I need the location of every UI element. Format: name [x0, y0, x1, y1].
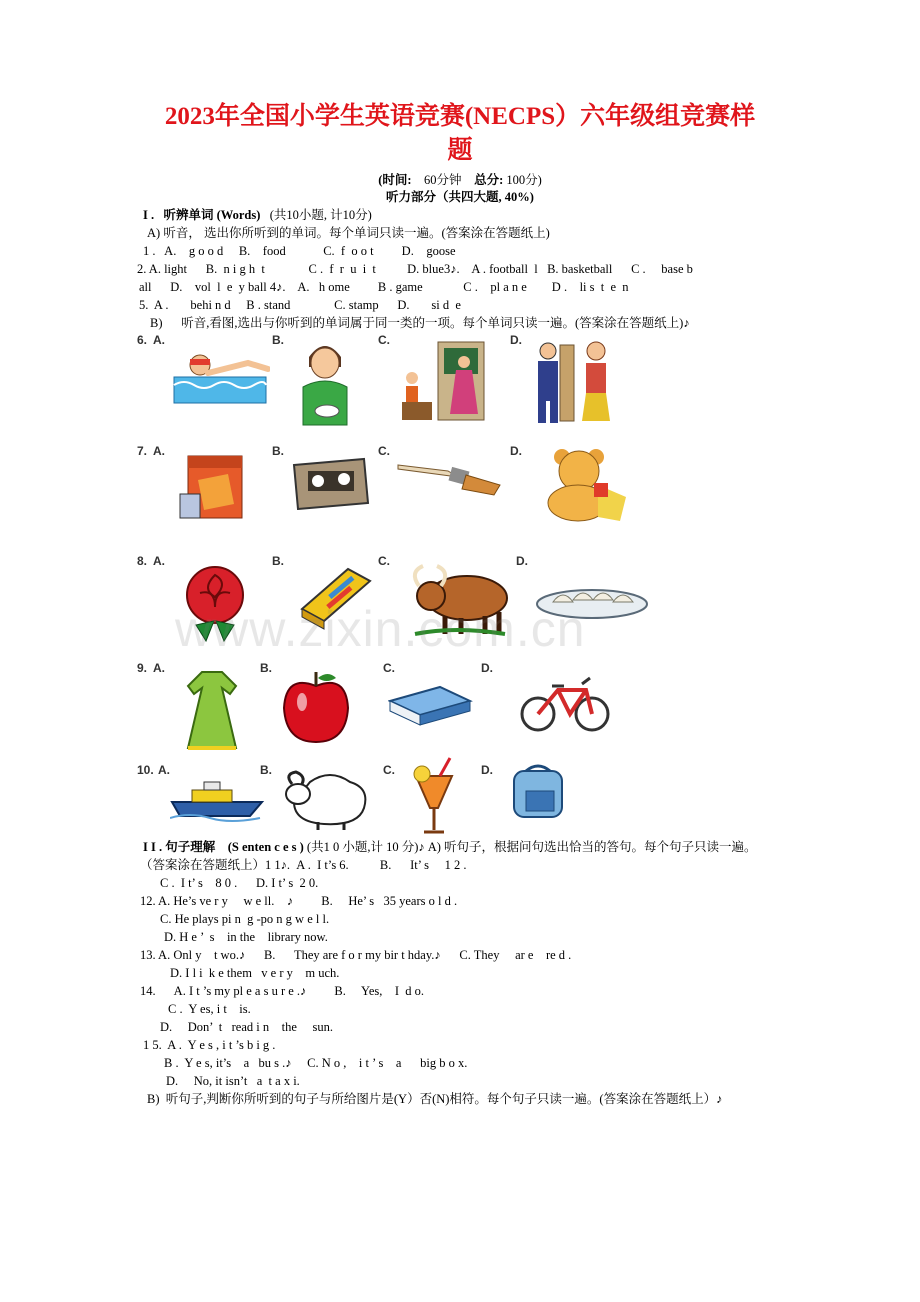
question-line: 1 . A. g o o d B. food C. f o o t D. goose [143, 244, 456, 258]
listening-header: 听力部分（共四大题, 40%) [386, 190, 534, 204]
shopping-picture [530, 335, 615, 425]
section2-heading [143, 839, 757, 855]
book-picture [388, 683, 473, 728]
option-label: C. [378, 554, 390, 568]
question-line: C . I t’ s 8 0 . D. I t’ s 2 0. [160, 876, 319, 890]
section2-title: 句子理解 [165, 840, 216, 854]
swimmer-picture [170, 345, 270, 407]
page-title: 2023年全国小学生英语竞赛(NECPS）六年级组竞赛样 [164, 103, 756, 130]
question-line: 2. A. light B. n i g h t C . f r u i t D. blue3♪. A . football l B. basketball C . base b [137, 262, 693, 276]
section2-title-en: (S enten c e s ) [227, 840, 304, 854]
ship-picture [170, 780, 265, 822]
option-label: A. [153, 661, 165, 675]
question-line: （答案涂在答题纸上）1 1♪. A . I t’s 6. B. It’ s 1 2 . [140, 858, 467, 872]
question-line: 14. A. I t ’s my pl e a s u r e .♪ B. Yes, I d o. [140, 984, 425, 998]
picture-question-number: 9. [137, 661, 148, 675]
cassette-tape-picture [290, 455, 370, 510]
question-line: C. He plays pi n g -po n g w e l l. [160, 912, 330, 926]
option-label: A. [158, 763, 170, 777]
question-line: D. I l i k e them v e r y m uch. [170, 966, 340, 980]
question-line: C . Y es, i t is. [168, 1002, 251, 1016]
section2-part-b: B) 听句子,判断你所听到的句子与所给图片是(Y）否(N)相符。每个句子只读一遍。(答案涂在答题纸上）♪ [147, 1092, 723, 1106]
option-label: C. [378, 444, 390, 458]
question-line: D. No, it isn’t a t a x i. [166, 1074, 300, 1088]
section1-heading [143, 207, 372, 223]
option-label: D. [481, 763, 493, 777]
option-label: B. [260, 763, 272, 777]
sheep-picture [282, 770, 372, 832]
option-label: A. [153, 333, 165, 347]
option-label: B. [272, 444, 284, 458]
option-label: C. [383, 661, 395, 675]
picture-question-number: 6. [137, 333, 148, 347]
dress-picture [180, 668, 244, 754]
time-value: 60分钟 [424, 173, 462, 187]
page-title-continued: 题 [447, 137, 473, 164]
question-line: D. Don’ t read i n the sun. [160, 1020, 334, 1034]
washing-machine-picture [178, 450, 246, 522]
picture-question-number: 8. [137, 554, 148, 568]
option-label: D. [510, 333, 522, 347]
option-label: A. [153, 554, 165, 568]
boy-eating-picture [295, 335, 355, 427]
juice-glass-picture [410, 756, 460, 838]
question-line: 1 5. A . Y e s , i t ’s b i g . [143, 1038, 276, 1052]
option-label: B. [260, 661, 272, 675]
section2-number: I I . [143, 840, 163, 854]
apple-picture [280, 668, 352, 744]
watermark: www.zixin.com.cn [175, 601, 586, 657]
score-label: 总分: [474, 173, 504, 187]
section1-number: I . [143, 208, 155, 222]
schoolbag-picture [508, 763, 570, 825]
option-label: D. [481, 661, 493, 675]
paint-brush-picture [396, 455, 506, 497]
option-label: D. [510, 444, 522, 458]
picture-question-number: 10. [137, 763, 154, 777]
section1-part-a: A) 听音， 选出你所听到的单词。每个单词只读一遍。(答案涂在答题纸上) [147, 226, 550, 240]
section1-note: (共10小题, 计10分) [269, 208, 372, 222]
option-label: B. [272, 554, 284, 568]
question-line: 12. A. He’s ve r y w e ll. ♪ B. He’ s 35 years o l d . [140, 894, 458, 908]
teddy-bear-picture [538, 445, 630, 525]
option-label: A. [153, 444, 165, 458]
time-label: (时间: [378, 173, 412, 187]
question-line: all D. vol l e y ball 4♪. A. h ome B . game C . pl a n e D . li s t e n [139, 280, 629, 294]
section1-title: 听辨单词 (Words) [163, 208, 261, 222]
picture-question-number: 7. [137, 444, 148, 458]
bicycle-picture [520, 672, 610, 734]
section2-instructions: (共1 0 小题,计 10 分)♪ A) 听句子，根据问句选出恰当的答句。每个句子只读一遍。 [306, 840, 757, 854]
question-line: B . Y e s, it’s a bu s .♪ C. N o , i t ’ s a big b o x. [164, 1056, 468, 1070]
teacher-classroom-picture [398, 340, 488, 425]
question-line: 5. A . behi n d B . stand C. stamp D. si d e [139, 298, 461, 312]
option-label: B. [272, 333, 284, 347]
score-value: 100分) [506, 173, 542, 187]
section1-part-b: B) 听音,看图,选出与你听到的单词属于同一类的一项。每个单词只读一遍。(答案涂在答题纸上)♪ [150, 316, 690, 330]
option-label: D. [516, 554, 528, 568]
exam-meta [0, 172, 920, 188]
question-line: D. H e ’ s in the library now. [164, 930, 328, 944]
question-line: 13. A. Onl y t wo.♪ B. They are f o r my bir t hday.♪ C. They ar e re d . [140, 948, 572, 962]
option-label: C. [378, 333, 390, 347]
option-label: C. [383, 763, 395, 777]
